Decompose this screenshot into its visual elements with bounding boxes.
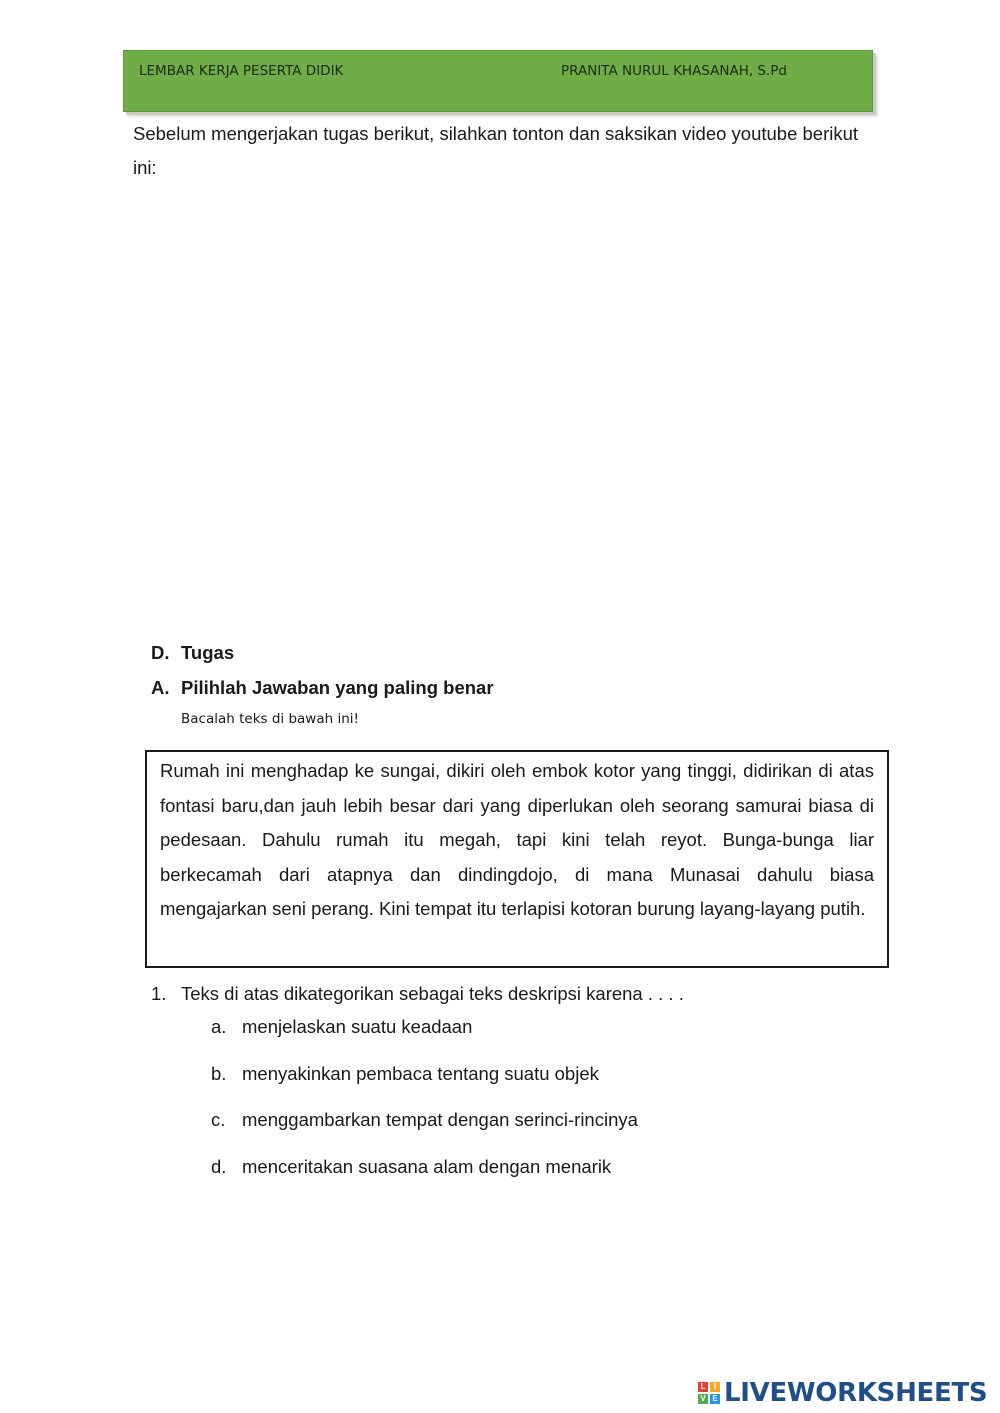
option-letter: b. — [211, 1062, 227, 1084]
option-c[interactable] — [211, 1109, 638, 1156]
intro-paragraph: Sebelum mengerjakan tugas berikut, silahkan tonton dan saksikan video youtube berikut ini: — [133, 123, 859, 178]
section-heading-tugas — [151, 642, 234, 664]
option-text: menyakinkan pembaca tentang suatu objek — [242, 1062, 599, 1084]
question-text: Teks di atas dikategorikan sebagai teks deskripsi karena . . . . — [181, 983, 684, 1004]
liveworksheets-logo-icon — [698, 1382, 720, 1404]
answer-options — [211, 1016, 638, 1202]
option-text: menggambarkan tempat dengan serinci-rincinya — [242, 1109, 638, 1130]
section-marker: D. — [151, 642, 170, 663]
option-b[interactable] — [211, 1063, 638, 1110]
worksheet-header — [123, 50, 873, 112]
question-number: 1. — [151, 983, 167, 1004]
section-title: Tugas — [181, 642, 235, 663]
teacher-name: PRANITA NURUL KHASANAH, S.Pd — [561, 63, 787, 79]
worksheet-title: LEMBAR KERJA PESERTA DIDIK — [139, 63, 344, 79]
liveworksheets-brand — [698, 1377, 987, 1409]
logo-letter-v: V — [698, 1394, 708, 1404]
logo-letter-i: I — [710, 1382, 720, 1392]
brand-name: LIVEWORKSHEETS — [724, 1378, 988, 1408]
section-marker: A. — [151, 677, 170, 698]
option-a[interactable] — [211, 1016, 638, 1063]
question-1 — [151, 983, 684, 1005]
logo-letter-l: L — [698, 1382, 708, 1392]
option-letter: c. — [211, 1109, 226, 1130]
option-letter: d. — [211, 1155, 227, 1177]
option-text: menjelaskan suatu keadaan — [242, 1016, 473, 1037]
section-title: Pilihlah Jawaban yang paling benar — [181, 677, 494, 698]
option-letter: a. — [211, 1016, 227, 1037]
reading-instruction: Bacalah teks di bawah ini! — [181, 711, 359, 727]
logo-letter-e: E — [710, 1394, 720, 1404]
reading-passage-box: Rumah ini menghadap ke sungai, dikiri oleh embok kotor yang tinggi, didirikan di atas fontasi baru,dan jauh lebih besar dari yang diperlukan oleh seorang samurai biasa di pedesaan. Dahulu rumah itu megah, tapi kini telah reyot. Bunga-bunga liar berkecamah dari atapnya dan dindingdojo, di mana Munasai dahulu biasa mengajarkan seni perang. Kini tempat itu terlapisi kotoran burung layang-layang putih. — [145, 750, 889, 968]
option-text: menceritakan suasana alam dengan menarik — [242, 1155, 612, 1177]
section-heading-multiple-choice — [151, 677, 494, 699]
option-d[interactable] — [211, 1156, 638, 1203]
